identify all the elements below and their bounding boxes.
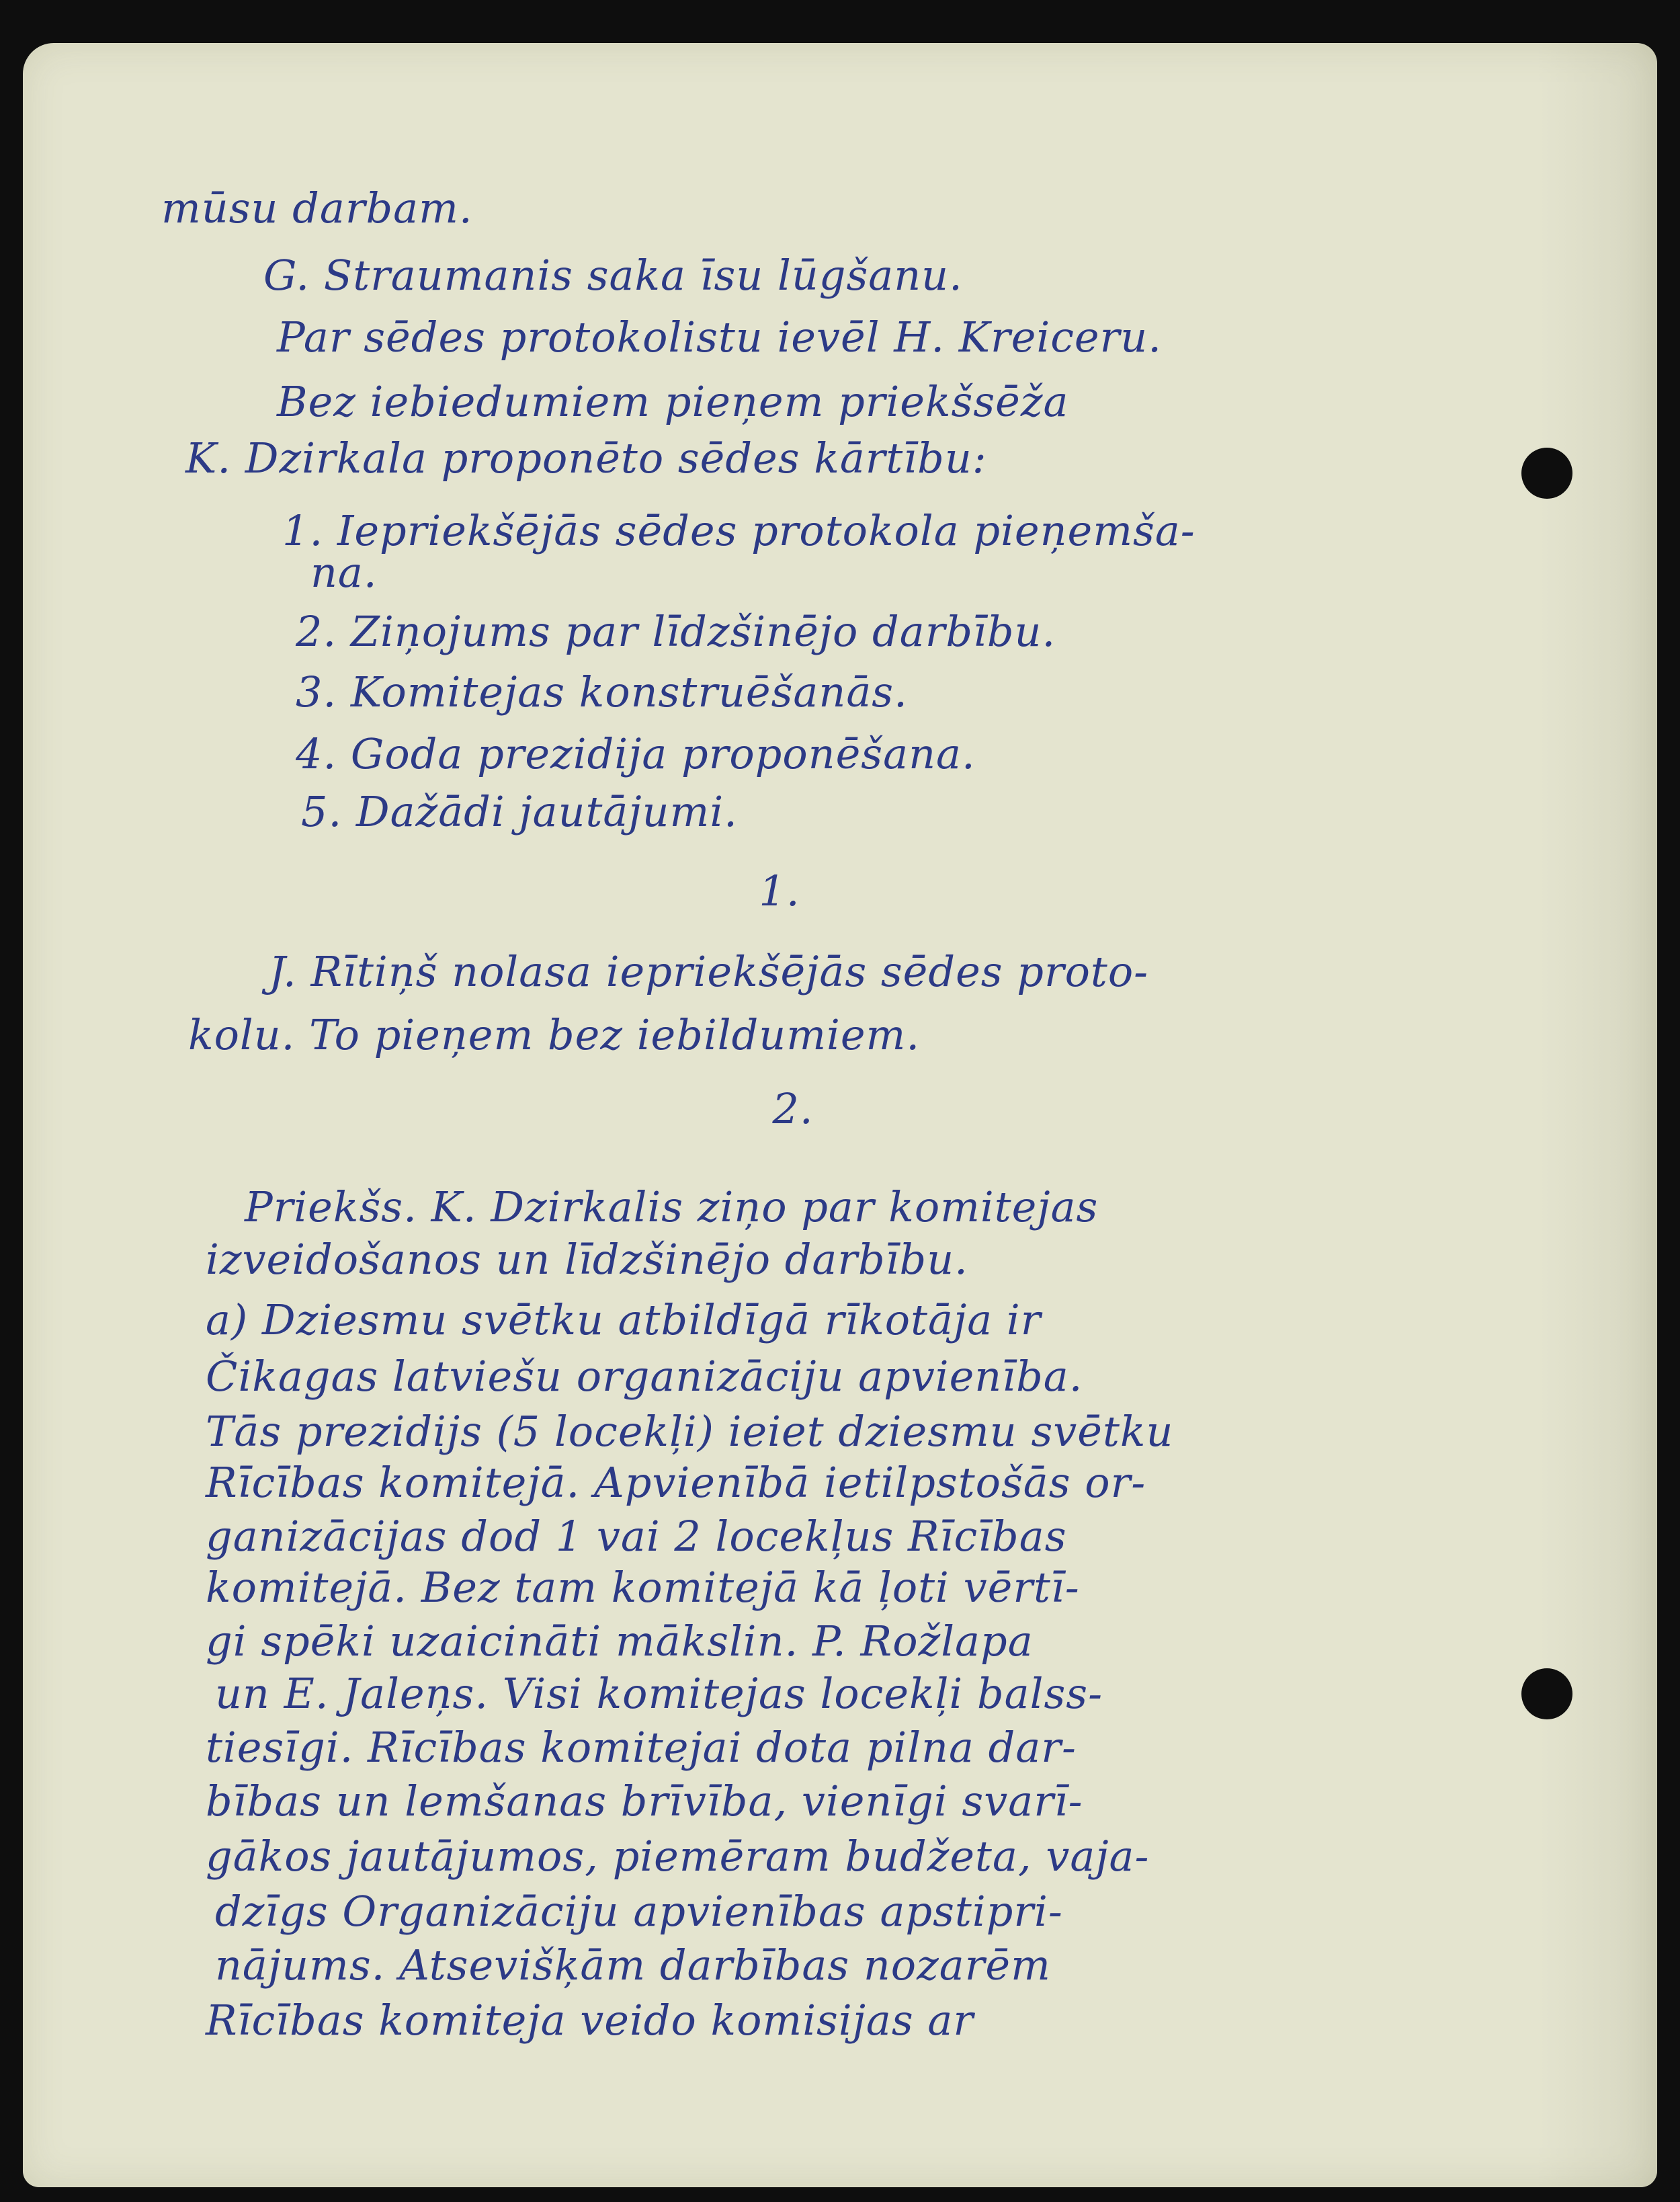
punch-hole-top (1521, 448, 1572, 499)
text-line: Rīcības komiteja veido komisijas ar (206, 1996, 974, 2045)
text-line: Priekšs. K. Dzirkalis ziņo par komitejas (245, 1182, 1099, 1231)
text-line: tiesīgi. Rīcības komitejai dota pilna dar- (206, 1723, 1077, 1772)
text-line: 1. Iepriekšējās sēdes protokola pieņemša- (282, 506, 1195, 555)
text-line: 3. Komitejas konstruēšanās. (296, 667, 908, 717)
text-line: izveidošanos un līdzšinējo darbību. (206, 1235, 968, 1284)
text-line: Rīcības komitejā. Apvienībā ietilpstošās or- (206, 1458, 1146, 1507)
text-line: G. Straumanis saka īsu lūgšanu. (263, 251, 963, 300)
text-line: gi spēki uzaicināti mākslin. P. Rožlapa (206, 1617, 1034, 1666)
paper-edge-shade (1536, 43, 1657, 2187)
text-line: Tās prezidijs (5 locekļi) ieiet dziesmu svētku (206, 1407, 1174, 1456)
punch-hole-bottom (1521, 1668, 1572, 1719)
text-line: mūsu darbam. (161, 184, 473, 233)
text-line: 4. Goda prezidija proponēšana. (296, 729, 976, 778)
text-line: 2. Ziņojums par līdzšinējo darbību. (296, 607, 1056, 656)
text-line: Bez iebiedumiem pieņem priekšsēža (277, 377, 1069, 426)
text-line: komitejā. Bez tam komitejā kā ļoti vērtī- (206, 1563, 1080, 1612)
section-number: 1. (759, 866, 800, 915)
text-line: Par sēdes protokolistu ievēl H. Kreiceru. (277, 313, 1162, 362)
text-line: K. Dzirkala proponēto sēdes kārtību: (185, 434, 987, 483)
text-line: nājums. Atsevišķām darbības nozarēm (215, 1941, 1051, 1990)
text-line: ganizācijas dod 1 vai 2 locekļus Rīcības (206, 1512, 1067, 1561)
text-line: na. (310, 548, 378, 597)
text-line: J. Rītiņš nolasa iepriekšējās sēdes proto- (269, 947, 1149, 996)
text-line: dzīgs Organizāciju apvienības apstipri- (215, 1887, 1063, 1936)
text-line: Čikagas latviešu organizāciju apvienība. (206, 1352, 1083, 1401)
text-line: kolu. To pieņem bez iebildumiem. (188, 1010, 921, 1059)
text-line: a) Dziesmu svētku atbildīgā rīkotāja ir (206, 1295, 1042, 1344)
text-line: bības un lemšanas brīvība, vienīgi svarī- (206, 1777, 1083, 1826)
text-line: gākos jautājumos, piemēram budžeta, vaja- (206, 1832, 1150, 1881)
text-line: 5. Dažādi jautājumi. (301, 787, 738, 836)
text-line: un E. Jaleņs. Visi komitejas locekļi balss- (215, 1669, 1103, 1718)
section-number: 2. (772, 1084, 814, 1133)
